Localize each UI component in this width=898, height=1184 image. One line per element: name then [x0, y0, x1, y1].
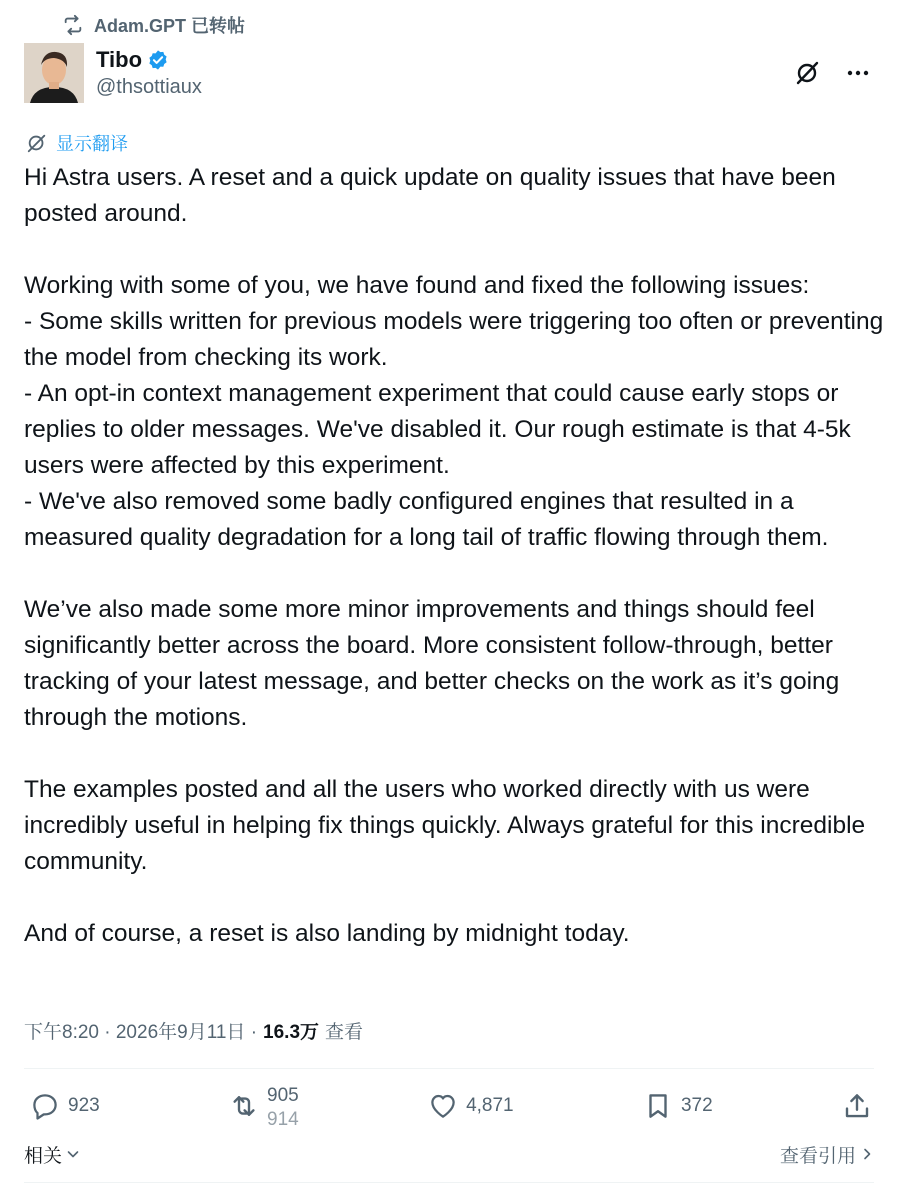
post-paragraph-1: Hi Astra users. A reset and a quick update on quality issues that have been posted around. — [24, 164, 836, 227]
repost-indicator[interactable] — [62, 12, 245, 38]
chevron-down-icon — [66, 1147, 80, 1161]
share-icon — [842, 1091, 872, 1121]
more-options-icon[interactable] — [844, 59, 872, 87]
post-paragraph-3: We’ve also made some more minor improvements and things should feel significantly better across the board. More consistent follow-through, better tracking of your latest message, and better checks on the work as it’s going through the motions. — [24, 596, 840, 731]
heart-icon — [428, 1091, 458, 1121]
reply-count: 923 — [68, 1095, 100, 1116]
bookmark-button[interactable] — [643, 1091, 713, 1121]
grok-icon[interactable] — [794, 59, 822, 87]
verified-badge-icon[interactable] — [147, 49, 169, 71]
header-actions — [794, 59, 874, 87]
reply-button[interactable] — [30, 1091, 100, 1121]
user-handle[interactable]: @thsottiaux — [96, 76, 202, 98]
post-header — [24, 42, 874, 104]
post-timestamp[interactable]: 下午8:20 · 2026年9月11日 · — [24, 1021, 258, 1043]
post-paragraph-5: And of course, a reset is also landing by midnight today. — [24, 920, 630, 947]
repost-text: Adam.GPT 已转帖 — [94, 16, 246, 36]
repost-icon — [62, 14, 84, 36]
post-footer — [24, 1138, 874, 1170]
show-translation-link[interactable] — [26, 130, 128, 156]
repost-count — [267, 1084, 299, 1130]
translate-icon — [26, 132, 48, 154]
view-quotes-link[interactable] — [780, 1141, 874, 1168]
user-info — [96, 47, 202, 99]
translate-label: 显示翻译 — [56, 134, 128, 154]
like-button[interactable] — [428, 1091, 514, 1121]
repost-icon — [229, 1091, 259, 1121]
related-label: 相关 — [24, 1145, 63, 1167]
repost-button[interactable] — [229, 1085, 299, 1130]
share-button[interactable] — [842, 1091, 872, 1121]
like-count: 4,871 — [466, 1095, 514, 1116]
divider — [24, 1182, 874, 1183]
repost-count-current: 905 — [267, 1085, 299, 1106]
post-paragraph-4: The examples posted and all the users who worked directly with us were incredibly useful in helping fix things quickly. Always grateful for this incredible community. — [24, 776, 866, 875]
chevron-right-icon — [860, 1147, 874, 1161]
bookmark-icon — [643, 1091, 673, 1121]
reply-icon — [30, 1091, 60, 1121]
views-label: 查看 — [325, 1021, 364, 1043]
post-paragraph-2: Working with some of you, we have found and fixed the following issues: - Some skills written for previous models were triggering too often or preventing the model from checking its work. - An opt-in context management experiment that could cause early stops or replies to older messages. We've disabled it. Our rough estimate is that 4-5k users were affected by this experiment. - We've also removed some badly configured engines that resulted in a measured quality degradation for a long tail of traffic flowing through them. — [24, 272, 884, 551]
related-toggle[interactable] — [24, 1141, 80, 1168]
view-quotes-label: 查看引用 — [779, 1145, 856, 1167]
divider — [24, 1068, 874, 1069]
action-bar — [30, 1082, 872, 1130]
post-body — [24, 160, 884, 952]
views-count: 16.3万 — [263, 1021, 320, 1043]
name-row — [96, 47, 202, 73]
display-name[interactable]: Tibo — [96, 47, 143, 72]
avatar[interactable] — [24, 43, 84, 103]
bookmark-count: 372 — [680, 1095, 713, 1116]
post-meta — [24, 1014, 363, 1046]
repost-count-next: 914 — [267, 1109, 299, 1130]
